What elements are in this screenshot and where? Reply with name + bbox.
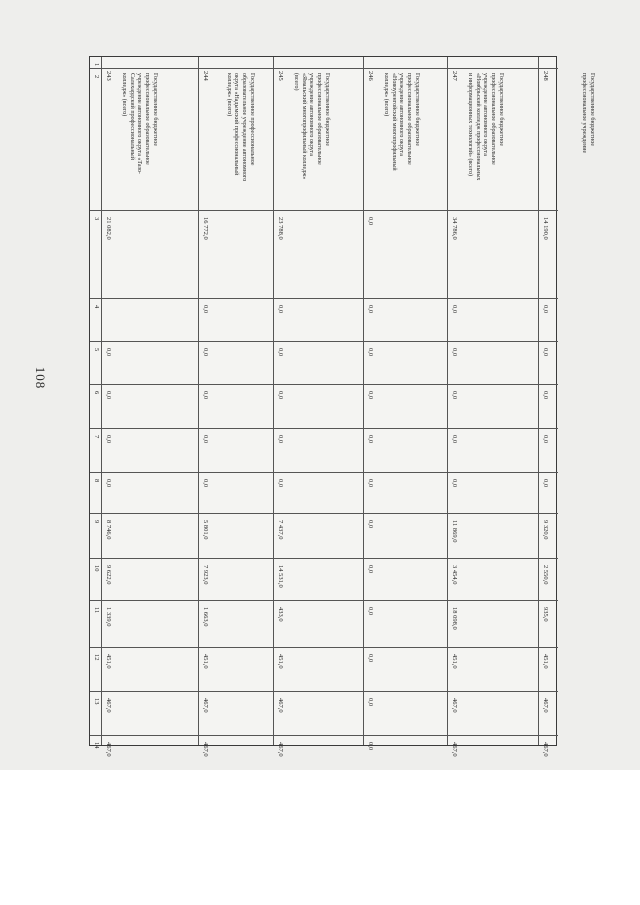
amount-cell xyxy=(199,736,273,757)
amount-cell xyxy=(274,385,363,429)
amount-cell xyxy=(274,648,363,692)
amount-cell xyxy=(102,342,198,385)
amount-cell xyxy=(448,648,538,692)
amount-cell xyxy=(102,648,198,692)
row-number-text: 248 xyxy=(542,71,549,81)
amount-cell xyxy=(364,601,447,648)
amount-cell-text: 451,0 xyxy=(277,654,284,669)
amount-cell-text: 467,0 xyxy=(542,742,549,757)
column-number-text: 12 xyxy=(93,654,100,661)
amount-cell-text: 11 869,0 xyxy=(451,520,458,543)
amount-cell-text: 16 772,0 xyxy=(202,217,209,240)
amount-cell-text: 0,0 xyxy=(105,348,112,357)
amount-cell xyxy=(102,211,198,299)
amount-cell-text: 0,0 xyxy=(367,742,374,751)
amount-cell-text: 0,0 xyxy=(451,479,458,488)
amount-cell xyxy=(448,211,538,299)
column-number xyxy=(90,342,101,385)
amount-cell-text: 23 788,0 xyxy=(277,217,284,240)
amount-cell-text: 0,0 xyxy=(277,479,284,488)
amount-cell-text: 0,0 xyxy=(202,348,209,357)
amount-cell xyxy=(199,559,273,601)
amount-cell xyxy=(274,473,363,514)
column-number-text: 6 xyxy=(93,391,100,395)
amount-cell-text: 8 746,0 xyxy=(105,520,112,540)
amount-cell xyxy=(199,692,273,736)
table-row xyxy=(448,57,539,757)
institution-name xyxy=(539,69,595,211)
amount-cell xyxy=(274,559,363,601)
column-number-text: 13 xyxy=(93,698,100,705)
budget-table xyxy=(89,56,595,757)
amount-cell-text: 14 190,0 xyxy=(542,217,549,240)
amount-cell-text: 0,0 xyxy=(367,435,374,444)
amount-cell xyxy=(199,648,273,692)
amount-cell xyxy=(539,211,558,299)
page-number: 108 xyxy=(33,366,48,390)
institution-name xyxy=(102,69,198,211)
amount-cell-text: 0,0 xyxy=(367,520,374,529)
amount-cell-text: 467,0 xyxy=(202,698,209,713)
amount-cell xyxy=(448,559,538,601)
amount-cell xyxy=(102,429,198,473)
amount-cell xyxy=(448,692,538,736)
amount-cell-text: 433,0 xyxy=(277,607,284,622)
row-number-text: 246 xyxy=(367,71,374,81)
column-number xyxy=(90,211,101,299)
amount-cell xyxy=(448,736,538,757)
institution-name xyxy=(364,69,447,211)
amount-cell-text: 935,0 xyxy=(542,607,549,622)
amount-cell xyxy=(102,299,198,342)
row-number xyxy=(448,57,538,81)
amount-cell-text: 0,0 xyxy=(542,391,549,400)
row-number-text: 243 xyxy=(105,71,112,81)
amount-cell xyxy=(539,648,558,692)
row-number xyxy=(102,57,198,81)
amount-cell-text: 0,0 xyxy=(542,348,549,357)
amount-cell-text: 451,0 xyxy=(105,654,112,669)
amount-cell-text: 0,0 xyxy=(277,391,284,400)
amount-cell-text: 3 454,0 xyxy=(451,565,458,585)
amount-cell-text: 0,0 xyxy=(367,391,374,400)
amount-cell-text: 0,0 xyxy=(542,479,549,488)
amount-cell xyxy=(364,299,447,342)
amount-cell xyxy=(274,211,363,299)
column-number xyxy=(90,385,101,429)
table-row xyxy=(364,57,448,751)
amount-cell xyxy=(274,601,363,648)
column-number-strip xyxy=(90,57,102,749)
amount-cell-text: 0,0 xyxy=(202,305,209,314)
amount-cell xyxy=(364,559,447,601)
amount-cell xyxy=(199,342,273,385)
column-number-text: 4 xyxy=(93,305,100,309)
column-number xyxy=(90,473,101,514)
column-number xyxy=(90,736,101,747)
amount-cell-text: 467,0 xyxy=(542,698,549,713)
column-number xyxy=(90,69,101,211)
amount-cell-text: 467,0 xyxy=(202,742,209,757)
amount-cell-text: 0,0 xyxy=(367,607,374,616)
amount-cell-text: 14 531,0 xyxy=(277,565,284,588)
amount-cell xyxy=(199,385,273,429)
amount-cell xyxy=(539,299,558,342)
row-number-text: 247 xyxy=(451,71,458,81)
amount-cell-text: 2 550,0 xyxy=(542,565,549,585)
amount-cell xyxy=(199,601,273,648)
amount-cell-text: 0,0 xyxy=(105,479,112,488)
institution-name-text: Государственное бюджетное профессиональное образовательное учреждение автономного округа «Тазо-Салехардский профессиональный колледж» (всего) xyxy=(120,73,158,174)
amount-cell-text: 5 801,0 xyxy=(202,520,209,540)
amount-cell xyxy=(199,429,273,473)
column-number xyxy=(90,559,101,601)
column-number xyxy=(90,57,101,69)
column-number-text: 9 xyxy=(93,520,100,524)
amount-cell-text: 0,0 xyxy=(367,305,374,314)
column-number-text: 1 xyxy=(93,63,100,67)
amount-cell-text: 18 098,0 xyxy=(451,607,458,630)
amount-cell-text: 7 437,0 xyxy=(277,520,284,540)
table-row xyxy=(102,57,199,757)
amount-cell xyxy=(539,429,558,473)
amount-cell-text: 467,0 xyxy=(451,698,458,713)
column-number-text: 11 xyxy=(93,607,100,614)
amount-cell-text: 451,0 xyxy=(542,654,549,669)
amount-cell-text: 0,0 xyxy=(202,391,209,400)
amount-cell-text: 467,0 xyxy=(451,742,458,757)
amount-cell-text: 451,0 xyxy=(202,654,209,669)
amount-cell xyxy=(102,736,198,757)
amount-cell-text: 467,0 xyxy=(277,698,284,713)
amount-cell-text: 0,0 xyxy=(277,305,284,314)
amount-cell xyxy=(102,473,198,514)
amount-cell xyxy=(102,559,198,601)
table-row xyxy=(199,57,274,757)
amount-cell-text: 467,0 xyxy=(105,742,112,757)
institution-name xyxy=(448,69,538,211)
amount-cell xyxy=(539,601,558,648)
amount-cell-text: 0,0 xyxy=(451,348,458,357)
amount-cell xyxy=(102,385,198,429)
amount-cell-text: 21 082,0 xyxy=(105,217,112,240)
amount-cell-text: 0,0 xyxy=(202,435,209,444)
amount-cell xyxy=(274,342,363,385)
amount-cell xyxy=(102,601,198,648)
amount-cell xyxy=(364,473,447,514)
institution-name xyxy=(199,69,273,211)
amount-cell xyxy=(364,692,447,736)
amount-cell-text: 0,0 xyxy=(105,391,112,400)
amount-cell-text: 0,0 xyxy=(451,391,458,400)
amount-cell xyxy=(274,692,363,736)
amount-cell-text: 467,0 xyxy=(105,698,112,713)
amount-cell-text: 0,0 xyxy=(367,217,374,226)
amount-cell-text: 0,0 xyxy=(277,348,284,357)
amount-cell xyxy=(539,385,558,429)
amount-cell-text: 9 320,0 xyxy=(542,520,549,540)
amount-cell xyxy=(539,692,558,736)
amount-cell-text: 9 622,0 xyxy=(105,565,112,585)
table-row xyxy=(274,57,364,757)
amount-cell xyxy=(364,514,447,559)
amount-cell xyxy=(364,342,447,385)
amount-cell xyxy=(274,299,363,342)
amount-cell xyxy=(448,385,538,429)
amount-cell xyxy=(199,211,273,299)
amount-cell-text: 0,0 xyxy=(367,565,374,574)
institution-name-text: Государственное профессиональное образовательное учреждение автономного округа «Надымский профессиональный колледж» (всего) xyxy=(225,73,255,182)
amount-cell xyxy=(364,211,447,299)
amount-cell-text: 1 339,0 xyxy=(105,607,112,627)
column-number xyxy=(90,514,101,559)
amount-cell xyxy=(539,559,558,601)
column-number-text: 10 xyxy=(93,565,100,572)
row-number xyxy=(199,57,273,81)
column-number xyxy=(90,601,101,648)
amount-cell xyxy=(364,648,447,692)
table-row xyxy=(539,57,595,757)
institution-name-text: Государственное бюджетное профессиональное образовательное учреждение автономного округа «Новоуренгойский многопрофильный колледж» (всего) xyxy=(382,73,420,171)
column-number xyxy=(90,648,101,692)
amount-cell-text: 1 663,0 xyxy=(202,607,209,627)
amount-cell xyxy=(102,692,198,736)
column-number xyxy=(90,692,101,736)
institution-name-text: Государственное бюджетное профессиональное учреждение xyxy=(581,73,595,154)
amount-cell xyxy=(199,514,273,559)
column-number-text: 5 xyxy=(93,348,100,352)
column-number xyxy=(90,299,101,342)
column-number-text: 8 xyxy=(93,479,100,483)
column-number-text: 3 xyxy=(93,217,100,221)
column-number xyxy=(90,429,101,473)
row-number-text: 245 xyxy=(277,71,284,81)
row-number-text: 244 xyxy=(202,71,209,81)
column-number-text: 14 xyxy=(93,742,100,749)
amount-cell xyxy=(539,473,558,514)
amount-cell-text: 34 786,0 xyxy=(451,217,458,240)
institution-name-text: Государственное бюджетное профессиональное образовательное учреждение автономного округа «Ноябрьский колледж профессиональных и информационных технологий» (всего) xyxy=(466,73,504,181)
amount-cell xyxy=(448,342,538,385)
amount-cell-text: 0,0 xyxy=(367,698,374,707)
amount-cell xyxy=(274,429,363,473)
amount-cell-text: 0,0 xyxy=(367,479,374,488)
amount-cell-text: 0,0 xyxy=(542,435,549,444)
row-number xyxy=(539,57,558,81)
amount-cell xyxy=(448,299,538,342)
amount-cell xyxy=(199,299,273,342)
amount-cell-text: 0,0 xyxy=(202,479,209,488)
institution-name-text: Государственное бюджетное профессиональное образовательное учреждение автономного округа «Ямальский многопрофильный колледж» (всего) xyxy=(292,73,330,180)
amount-cell-text: 0,0 xyxy=(451,435,458,444)
institution-name xyxy=(274,69,363,211)
amount-cell-text: 0,0 xyxy=(105,435,112,444)
amount-cell-text: 7 923,0 xyxy=(202,565,209,585)
row-number xyxy=(274,57,363,81)
amount-cell xyxy=(448,473,538,514)
amount-cell-text: 0,0 xyxy=(367,654,374,663)
amount-cell xyxy=(448,429,538,473)
amount-cell xyxy=(102,514,198,559)
row-number xyxy=(364,57,447,81)
amount-cell xyxy=(539,342,558,385)
amount-cell xyxy=(364,385,447,429)
amount-cell xyxy=(199,473,273,514)
amount-cell xyxy=(274,736,363,757)
column-number-text: 2 xyxy=(93,75,100,79)
amount-cell xyxy=(274,514,363,559)
amount-cell-text: 451,0 xyxy=(451,654,458,669)
amount-cell xyxy=(448,514,538,559)
amount-cell xyxy=(539,736,558,757)
amount-cell xyxy=(539,514,558,559)
amount-cell xyxy=(364,429,447,473)
amount-cell-text: 0,0 xyxy=(451,305,458,314)
amount-cell-text: 0,0 xyxy=(542,305,549,314)
amount-cell xyxy=(448,601,538,648)
column-number-text: 7 xyxy=(93,435,100,439)
amount-cell-text: 0,0 xyxy=(277,435,284,444)
amount-cell-text: 467,0 xyxy=(277,742,284,757)
amount-cell-text: 0,0 xyxy=(367,348,374,357)
amount-cell xyxy=(364,736,447,751)
